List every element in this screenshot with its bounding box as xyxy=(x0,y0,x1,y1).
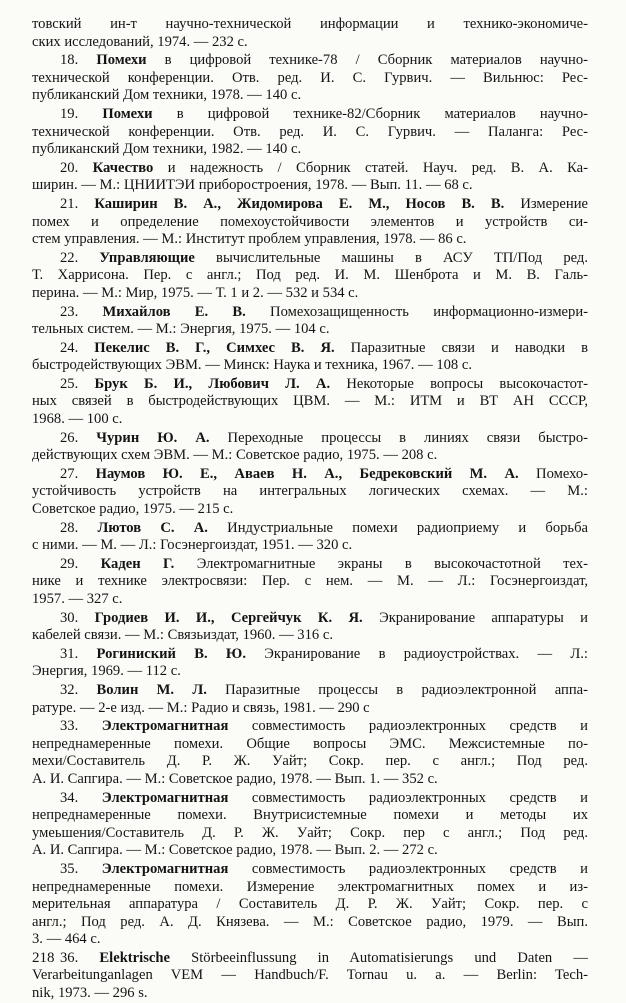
entry-number: 26. xyxy=(60,429,79,446)
text-line: стем управления. — М.: Институт проблем управления, 1978. — 86 с. xyxy=(32,231,467,248)
text-line xyxy=(32,106,588,124)
bibliography-entry-continuation xyxy=(32,16,588,51)
entry-number: 27. xyxy=(60,465,79,482)
text-line: устойчивость устройств на интегральных логических схемах. — М.: xyxy=(32,483,588,500)
entry-text: совместимость радиоэлектронных средств и xyxy=(228,789,588,806)
entry-lead: Чурин Ю. А. xyxy=(96,429,210,446)
entry-number: 28. xyxy=(60,519,79,536)
entry-number: 21. xyxy=(60,195,79,212)
entry-lead: Elektrische xyxy=(99,949,170,966)
text-line: Verarbeitunganlagen VEM — Handbuch/F. Tornau u. a. — Berlin: Tech- xyxy=(32,967,588,984)
text-line xyxy=(32,466,588,484)
bibliography-entry-22 xyxy=(32,250,588,303)
entry-lead: Гродиев И. И., Сергейчук К. Я. xyxy=(94,609,363,626)
text-line: Советское радио, 1975. — 215 с. xyxy=(32,501,234,518)
entry-number: 30. xyxy=(60,609,79,626)
text-line: публиканский Дом техники, 1978. — 140 с. xyxy=(32,87,302,104)
bibliography-entry-18 xyxy=(32,52,588,105)
bibliography-entry-23 xyxy=(32,304,588,339)
bibliography-page xyxy=(32,16,588,1003)
text-line: действующих схем ЭВМ. — М.: Советское радио, 1975. — 208 с. xyxy=(32,447,438,464)
entry-number: 20. xyxy=(60,159,79,176)
entry-number: 32. xyxy=(60,681,79,698)
entry-number: 34. xyxy=(60,789,79,806)
entry-text: Переходные процессы в линиях связи быстро- xyxy=(209,429,588,446)
text-line xyxy=(32,376,588,394)
bibliography-entry-32 xyxy=(32,682,588,717)
text-line: непреднамеренные помехи. Внутрисистемные помехи и методы их xyxy=(32,807,588,824)
entry-number: 35. xyxy=(60,860,79,877)
text-line xyxy=(32,861,588,879)
entry-text: Некоторые вопросы высокочастот- xyxy=(330,375,588,392)
entry-lead: Брук Б. И., Любович Л. А. xyxy=(94,375,331,392)
entry-text: и надежность / Сборник статей. Науч. ред. В. А. Ка- xyxy=(153,159,588,176)
text-line xyxy=(32,250,588,268)
entry-number: 18. xyxy=(60,52,79,69)
entry-text: в цифровой технике-82/Сборник материалов научно- xyxy=(152,105,588,122)
text-line: Т. Харрисона. Пер. с англ.; Под ред. И. М. Шенброта и М. В. Галь- xyxy=(32,267,588,284)
bibliography-entry-31 xyxy=(32,646,588,681)
text-line xyxy=(32,160,588,178)
entry-number: 23. xyxy=(60,303,79,320)
bibliography-entry-25 xyxy=(32,376,588,429)
text-line xyxy=(32,430,588,448)
entry-text: Помехо- xyxy=(518,465,588,482)
entry-number: 33. xyxy=(60,718,79,735)
bibliography-entry-35 xyxy=(32,861,588,949)
bibliography-entry-24 xyxy=(32,340,588,375)
bibliography-entry-36 xyxy=(32,950,588,1003)
text-line: А. И. Сапгира. — М.: Советское радио, 1978. — Вып. 2. — 272 с. xyxy=(32,842,438,859)
text-line xyxy=(32,52,588,70)
entry-lead: Помехи xyxy=(96,52,147,69)
entry-text: Экранирование в радиоустройствах. — Л.: xyxy=(246,645,588,662)
entry-text: Экранирование аппаратуры и xyxy=(362,609,588,626)
entry-lead: Пекелис В. Г., Симхес В. Я. xyxy=(94,339,335,356)
entry-text: совместимость радиоэлектронных средств и xyxy=(228,860,588,877)
entry-text: Электромагнитные экраны в высокочастотной тех- xyxy=(174,555,588,572)
entry-text: Паразитные процессы в радиоэлектронной аппа- xyxy=(206,681,588,698)
text-line xyxy=(32,682,588,700)
entry-lead: Лютов С. А. xyxy=(97,519,208,536)
text-line: непреднамеренные помехи. Общие вопросы ЭМС. Межсистемные по- xyxy=(32,735,588,752)
entry-text: вычислительные машины в АСУ ТП/Под ред. xyxy=(194,249,588,266)
bibliography-entry-27 xyxy=(32,466,588,519)
bibliography-entry-30 xyxy=(32,610,588,645)
entry-number: 19. xyxy=(60,105,79,122)
text-line: 3. — 464 с. xyxy=(32,931,101,948)
text-line: нике и технике электросвязи: Пер. с нем. — М. — Л.: Госэнергоиздат, xyxy=(32,573,588,590)
text-line: 1968. — 100 с. xyxy=(32,411,123,428)
text-line xyxy=(32,304,588,322)
entry-lead: Управляющие xyxy=(99,249,195,266)
text-line: ширин. — М.: ЦНИИТЭИ приборостроения, 1978. — Вып. 11. — 68 с. xyxy=(32,177,473,194)
text-line: непреднамеренные помехи. Измерение электромагнитных помех и из- xyxy=(32,878,588,895)
entry-text: Паразитные связи и наводки в xyxy=(334,339,588,356)
text-line: ских исследований, 1974. — 232 с. xyxy=(32,33,248,50)
entry-text: совместимость радиоэлектронных средств и xyxy=(228,718,588,735)
text-line xyxy=(32,340,588,358)
entry-lead: Электромагнитная xyxy=(101,718,229,735)
entry-lead: Электромагнитная xyxy=(101,789,229,806)
text-line: технической конференции. Отв. ред. И. С. Гурвич. — Вильнюс: Рес- xyxy=(32,69,588,86)
text-line: товский ин-т научно-технической информации и технико-экономиче- xyxy=(32,16,588,32)
text-line: с ними. — М. — Л.: Госэнергоиздат, 1951. — 320 с. xyxy=(32,537,353,554)
entry-lead: Качество xyxy=(92,159,154,176)
bibliography-entry-29 xyxy=(32,556,588,609)
text-line xyxy=(32,718,588,736)
entry-number: 29. xyxy=(60,555,79,572)
entry-lead: Михайлов Е. В. xyxy=(102,303,246,320)
bibliography-entry-33 xyxy=(32,718,588,788)
entry-text: Помехозащищенность информационно-измери- xyxy=(245,303,588,320)
text-line xyxy=(32,196,588,214)
text-line xyxy=(32,790,588,808)
entry-lead: Каширин В. А., Жидомирова Е. М., Носов В. В. xyxy=(94,195,505,212)
text-line xyxy=(32,646,588,664)
text-line: технической конференции. Отв. ред. И. С. Гурвич. — Паланга: Рес- xyxy=(32,123,588,140)
text-line xyxy=(32,950,588,968)
entry-lead: Помехи xyxy=(102,105,153,122)
entry-lead: Электромагнитная xyxy=(101,860,229,877)
bibliography-entry-26 xyxy=(32,430,588,465)
text-line: помех и определение помехоустойчивости элементов и устройств си- xyxy=(32,213,588,230)
text-line xyxy=(32,520,588,538)
text-line xyxy=(32,556,588,574)
text-line xyxy=(32,610,588,628)
bibliography-entry-20 xyxy=(32,160,588,195)
text-line: быстродействующих ЭВМ. — Минск: Наука и техника, 1967. — 108 с. xyxy=(32,357,472,374)
entry-number: 31. xyxy=(60,645,79,662)
text-line: перина. — М.: Мир, 1975. — Т. 1 и 2. — 532 и 534 с. xyxy=(32,284,359,301)
entry-lead: Каден Г. xyxy=(100,555,175,572)
entry-number: 22. xyxy=(60,249,79,266)
text-line: кабелей связи. — М.: Связьиздат, 1960. — 316 с. xyxy=(32,627,333,644)
entry-text: Индустриальные помехи радиоприему и борьба xyxy=(207,519,588,536)
entry-number: 25. xyxy=(60,375,79,392)
text-line: публиканский Дом техники, 1982. — 140 с. xyxy=(32,141,302,158)
text-line: англ.; Под ред. А. Д. Князева. — М.: Советское радио, 1979. — Вып. xyxy=(32,913,588,930)
text-line: Энергия, 1969. — 112 с. xyxy=(32,663,181,680)
entry-lead: Наумов Ю. Е., Аваев Н. А., Бедрековский М. А. xyxy=(95,465,519,482)
text-line: умеьшения/Составитель Д. Р. Ж. Уайт; Сокр. пер с англ.; Под ред. xyxy=(32,824,588,841)
entry-lead: Волин М. Л. xyxy=(96,681,207,698)
bibliography-entry-28 xyxy=(32,520,588,555)
entry-number: 36. xyxy=(60,949,79,966)
entry-text: в цифровой технике-78 / Сборник материалов научно- xyxy=(146,52,588,69)
text-line: тельных систем. — М.: Энергия, 1975. — 104 с. xyxy=(32,321,330,338)
text-line: мехи/Составитель Д. Р. Ж. Уайт; Сокр. пер. с англ.; Под ред. xyxy=(32,753,588,770)
page-number: 218 xyxy=(32,950,55,966)
text-line: ных связей в быстродействующих ЦВМ. — М.: ИТМ и ВТ АН СССР, xyxy=(32,393,588,410)
bibliography-entry-34 xyxy=(32,790,588,860)
bibliography-entry-21 xyxy=(32,196,588,249)
text-line: ратуре. — 2-е изд. — М.: Радио и связь, 1981. — 290 с xyxy=(32,699,370,716)
entry-text: Измерение xyxy=(504,195,588,212)
entry-lead: Рогиниский В. Ю. xyxy=(96,645,246,662)
text-line: мерительная аппаратура / Составитель Д. Р. Ж. Уайт; Сокр. пер. с xyxy=(32,896,588,913)
text-line: А. И. Сапгира. — М.: Советское радио, 1978. — Вып. 1. — 352 с. xyxy=(32,770,438,787)
entry-number: 24. xyxy=(60,339,79,356)
entry-text: Störbeeinflussung in Automatisierungs und Daten — xyxy=(169,949,588,966)
bibliography-entry-19 xyxy=(32,106,588,159)
text-line: nik, 1973. — 296 s. xyxy=(32,985,148,1002)
text-line: 1957. — 327 с. xyxy=(32,591,123,607)
